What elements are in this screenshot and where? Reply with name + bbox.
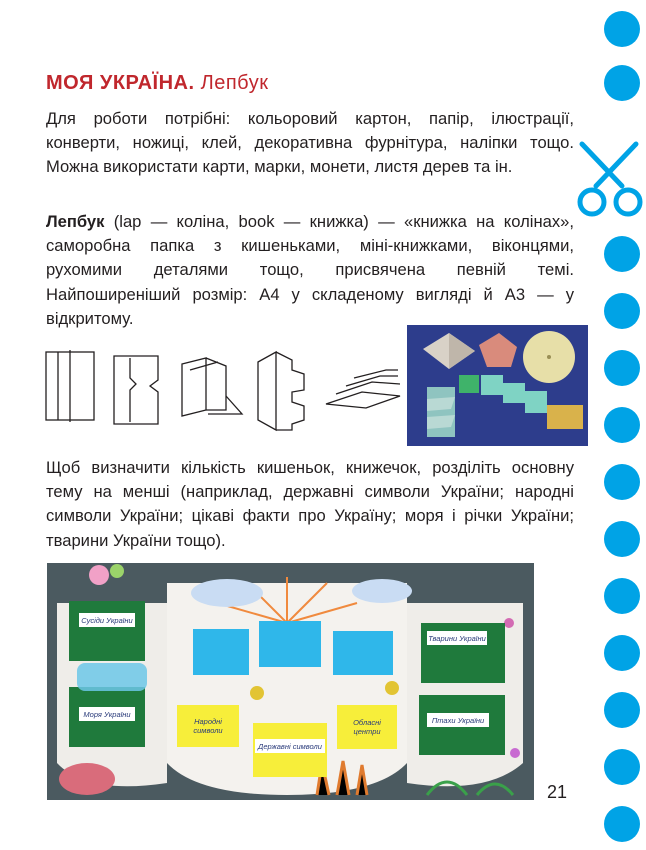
label-seas: Моря України [79, 707, 135, 721]
folding-diagrams [40, 340, 402, 432]
fold-diagram-2 [114, 356, 158, 424]
decorative-dot-icon [604, 635, 640, 671]
scissors-icon [572, 138, 646, 224]
definition-term: Лепбук [46, 212, 105, 231]
page-title [46, 72, 268, 95]
page-number: 21 [547, 782, 568, 802]
label-animals: Тварини України [427, 631, 487, 645]
topics-paragraph: Щоб визначити кількість кишеньок, книжечок, розділіть основну тему на менші (наприклад, державні символи України; народні символи України; цікаві факти про Україну; моря і річки України; тварини України тощо). [46, 458, 574, 550]
pocket-blue-2 [259, 621, 321, 667]
definition-paragraph [46, 210, 574, 331]
decorative-dot-icon [604, 65, 640, 101]
definition-text: (lap — коліна, book — книжка) — «книжка на колінах», саморобна папка з кишеньками, міні-книжками, віконцями, рухомими деталями тощо, присвячена певній темі. Найпоширеніший розмір: А4 у складеному вигляді й А3 — у відкритому. [46, 212, 574, 328]
materials-paragraph: Для роботи потрібні: кольоровий картон, папір, ілюстрації, конверти, ножиці, клей, декоративна фурнітура, наліпки тощо. Можна використати карти, марки, монети, листя дерев та ін. [46, 109, 574, 177]
fold-diagram-3 [182, 358, 242, 416]
decorative-dots [602, 0, 646, 850]
pocket-blue-3 [333, 631, 393, 675]
decorative-dot-icon [604, 350, 640, 386]
label-folk: Народні символи [193, 717, 223, 735]
label-birds: Птахи України [427, 713, 489, 727]
label-regions: Обласні центри [353, 718, 381, 736]
fold-diagram-4 [258, 352, 304, 430]
lapbook-photo [47, 563, 534, 800]
decorative-dot-icon [604, 749, 640, 785]
decorative-dot-icon [604, 578, 640, 614]
decorative-dot-icon [604, 464, 640, 500]
paper-folding-photo [407, 325, 588, 446]
decorative-dot-icon [604, 407, 640, 443]
decorative-dot-icon [604, 293, 640, 329]
decorative-dot-icon [604, 11, 640, 47]
decorative-dot-icon [604, 521, 640, 557]
label-neighbors: Сусіди України [79, 613, 135, 627]
label-state: Державні символи [255, 739, 325, 753]
pocket-blue-1 [193, 629, 249, 675]
decorative-dot-icon [604, 692, 640, 728]
fold-diagram-1 [46, 350, 94, 422]
blue-bag [77, 663, 147, 691]
pocket-neighbors [69, 601, 145, 661]
decorative-dot-icon [604, 806, 640, 842]
title-sub: Лепбук [200, 72, 269, 94]
decorative-dot-icon [604, 236, 640, 272]
title-main: МОЯ УКРАЇНА. [46, 72, 195, 94]
fold-diagram-5 [326, 370, 400, 408]
